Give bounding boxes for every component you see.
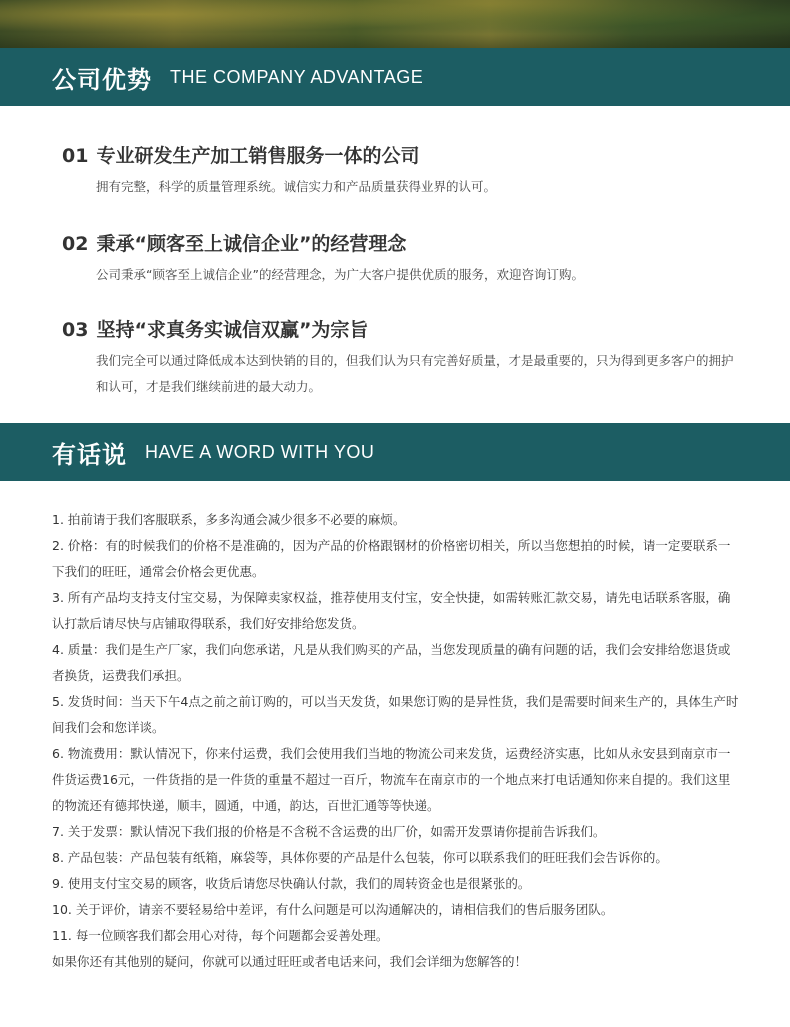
note-item: 8. 产品包装：产品包装有纸箱，麻袋等，具体你要的产品是什么包装，你可以联系我们的旺旺我们会告诉你的。 <box>52 850 668 865</box>
advantage-item <box>62 229 752 288</box>
advantage-item-number: 03 <box>62 319 89 341</box>
advantage-item-number: 01 <box>62 145 89 167</box>
hero-banner-image <box>0 0 790 48</box>
note-item: 7. 关于发票：默认情况下我们报的价格是不含税不含运费的出厂价，如需开发票请你提前告诉我们。 <box>52 824 606 839</box>
advantage-item-title: 坚持“求真务实诚信双赢”为宗旨 <box>96 319 369 341</box>
advantage-subtitle: THE COMPANY ADVANTAGE <box>170 66 424 87</box>
advantage-title: 公司优势 <box>52 65 152 94</box>
note-item: 10. 关于评价，请亲不要轻易给中差评，有什么问题是可以沟通解决的，请相信我们的售后服务团队。 <box>52 902 614 917</box>
word-subtitle: HAVE A WORD WITH YOU <box>145 441 375 462</box>
advantage-item-heading <box>62 229 752 256</box>
note-closing: 如果你还有其他别的疑问，你就可以通过旺旺或者电话来问，我们会详细为您解答的！ <box>52 954 528 969</box>
notes-list <box>52 507 742 975</box>
advantage-item-heading <box>62 141 752 168</box>
note-item: 3. 所有产品均支持支付宝交易，为保障卖家权益，推荐使用支付宝，安全快捷，如需转账汇款交易，请先电话联系客服，确认打款后请尽快与店铺取得联系，我们好安排给您发货。 <box>52 590 731 631</box>
note-item: 11. 每一位顾客我们都会用心对待，每个问题都会妥善处理。 <box>52 928 389 943</box>
word-section-header <box>0 423 790 481</box>
note-item: 1. 拍前请于我们客服联系，多多沟通会减少很多不必要的麻烦。 <box>52 512 406 527</box>
note-item: 5. 发货时间：当天下午4点之前之前订购的，可以当天发货，如果您订购的是异性货，我们是需要时间来生产的，具体生产时间我们会和您详谈。 <box>52 694 739 735</box>
note-item: 4. 质量：我们是生产厂家，我们向您承诺，凡是从我们购买的产品，当您发现质量的确有问题的话，我们会安排给您退货或者换货，运费我们承担。 <box>52 642 731 683</box>
note-item: 6. 物流费用：默认情况下，你来付运费，我们会使用我们当地的物流公司来发货，运费经济实惠，比如从永安县到南京市一件货运费16元，一件货指的是一件货的重量不超过一百斤，物流车在南京市的一个地点来打电话通知你来自提的。我们这里的物流还有德邦快递，顺丰，圆通，中通，韵达，百世汇通等等快递。 <box>52 746 731 813</box>
advantage-item <box>62 315 752 400</box>
note-item: 2. 价格：有的时候我们的价格不是准确的，因为产品的价格跟钢材的价格密切相关，所以当您想拍的时候，请一定要联系一下我们的旺旺，通常会价格会更优惠。 <box>52 538 731 579</box>
word-title: 有话说 <box>52 440 127 469</box>
advantage-section-header <box>0 48 790 106</box>
advantage-item-description: 公司秉承“顾客至上诚信企业”的经营理念，为广大客户提供优质的服务，欢迎咨询订购。 <box>96 267 584 282</box>
advantage-item-title: 秉承“顾客至上诚信企业”的经营理念 <box>96 233 407 255</box>
advantage-item-description: 我们完全可以通过降低成本达到快销的目的，但我们认为只有完善好质量，才是最重要的，只为得到更多客户的拥护和认可，才是我们继续前进的最大动力。 <box>96 353 734 394</box>
advantage-item-description: 拥有完整，科学的质量管理系统。诚信实力和产品质量获得业界的认可。 <box>96 179 497 194</box>
advantage-item <box>62 141 752 200</box>
advantage-item-heading <box>62 315 752 342</box>
advantage-item-number: 02 <box>62 233 89 255</box>
advantage-item-title: 专业研发生产加工销售服务一体的公司 <box>96 145 420 167</box>
note-item: 9. 使用支付宝交易的顾客，收货后请您尽快确认付款，我们的周转资金也是很紧张的。 <box>52 876 531 891</box>
